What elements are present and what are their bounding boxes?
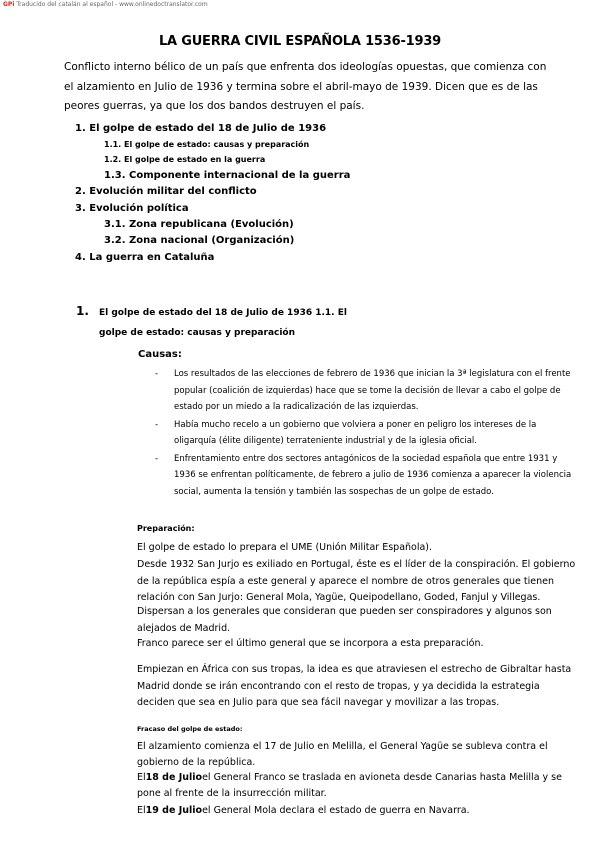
- preparacion-paragraph: Empiezan en África con sus tropas, la idea es que atraviesen el estrecho de Gibraltar hasta Madrid donde se irán encontrando con el resto de tropas, y ya decidida la estrategia deciden que sea en Julio para que sea fácil navegar y movilizar a las tropas.: [137, 664, 572, 708]
- list-item: - Enfrentamiento entre dos sectores antagónicos de la sociedad española que entre 1931 y 1936 se enfrentan políticamente, de febrero a julio de 1936 comienza a aparecer la violencia social, aumenta la tensión y también las sospechas de un golpe de estado.: [155, 453, 572, 497]
- fracaso-date: 19 de Julio: [145, 805, 203, 816]
- translator-banner[interactable]: [3, 1, 208, 8]
- fracaso-text: El: [137, 772, 146, 783]
- fracaso-text: El: [137, 805, 146, 816]
- fracaso-paragraph: [137, 803, 577, 819]
- toc-item-3-1: 3.1. Zona republicana (Evolución): [104, 219, 294, 230]
- list-item-text: Enfrentamiento entre dos sectores antagónicos de la sociedad española que entre 1931 y 1936 se enfrentan políticamente, de febrero a julio de 1936 comienza a aparecer la violencia social, aumenta la tensión y también las sospechas de un golpe de estado.: [174, 453, 572, 497]
- preparacion-paragraph: El golpe de estado lo prepara el UME (Unión Militar Española).: [137, 542, 433, 553]
- toc-item-3: 3. Evolución política: [75, 203, 189, 214]
- fracaso-paragraph: El alzamiento comienza el 17 de Julio en Melilla, el General Yagüe se subleva contra el gobierno de la república.: [137, 741, 548, 768]
- list-item-text: Había mucho recelo a un gobierno que volviera a poner en peligro los intereses de la oligarquía (élite diligente) terrateniente industrial y de la iglesia oficial.: [174, 419, 537, 446]
- fracaso-date: 18 de Julio: [145, 772, 203, 783]
- translator-logo: GPi: [3, 1, 15, 8]
- fracaso-paragraph: [137, 770, 577, 802]
- fracaso-heading: Fracaso del golpe de estado:: [137, 725, 243, 733]
- toc-item-4: 4. La guerra en Cataluña: [75, 252, 215, 263]
- list-item-text: Los resultados de las elecciones de febrero de 1936 que inician la 3ª legislatura con el frente popular (coalición de izquierdas) hace que se tome la decisión de llevar a cabo el golpe de estado por un miedo a la radicalización de las izquierdas.: [174, 369, 571, 412]
- fracaso-text: el General Mola declara el estado de guerra en Navarra.: [202, 805, 470, 816]
- toc-item-1-2: 1.2. El golpe de estado en la guerra: [104, 155, 266, 164]
- section-number: 1.: [76, 304, 89, 318]
- document-title: LA GUERRA CIVIL ESPAÑOLA 1536-1939: [158, 34, 442, 49]
- toc-item-1-3: 1.3. Componente internacional de la guerra: [104, 170, 351, 181]
- preparacion-paragraph: Dispersan a los generales que consideran que pueden ser conspiradores y algunos son alejados de Madrid.: [137, 606, 552, 634]
- fracaso-text: el General Franco se traslada en avioneta desde Canarias hasta Melilla y se pone al frente de la insurrección militar.: [137, 772, 562, 799]
- toc-item-1: 1. El golpe de estado del 18 de Julio de 1936: [75, 123, 327, 134]
- intro-paragraph: Conflicto interno bélico de un país que enfrenta dos ideologías opuestas, que comienza con el alzamiento en Julio de 1936 y termina sobre el abril-mayo de 1939. Dicen que es de las peores guerras, ya que los dos bandos destruyen el país.: [64, 61, 547, 112]
- list-item: - Los resultados de las elecciones de febrero de 1936 que inician la 3ª legislatura con el frente popular (coalición de izquierdas) hace que se tome la decisión de llevar a cabo el golpe de estado por un miedo a la radicalización de las izquierdas.: [155, 369, 571, 412]
- toc-item-3-2: 3.2. Zona nacional (Organización): [104, 235, 295, 246]
- toc-item-1-1: 1.1. El golpe de estado: causas y preparación: [104, 140, 310, 149]
- preparacion-paragraph: Franco parece ser el último general que se incorpora a esta preparación.: [137, 638, 484, 649]
- preparacion-paragraph: Desde 1932 San Jurjo es exiliado en Portugal, éste es el líder de la conspiración. El gobierno de la república espía a este general y aparece el nombre de otros generales que tienen relación con San Jurjo: General Mola, Yagüe, Queipodellano, Goded, Fanjul y Villegas.: [137, 559, 576, 603]
- toc-item-2: 2. Evolución militar del conflicto: [75, 186, 257, 197]
- causas-heading: Causas:: [138, 349, 182, 360]
- causas-list: [155, 366, 575, 501]
- list-item: - Había mucho recelo a un gobierno que volviera a poner en peligro los intereses de la oligarquía (élite diligente) terrateniente industrial y de la iglesia oficial.: [155, 419, 537, 446]
- preparacion-heading: Preparación:: [137, 524, 195, 533]
- section-heading: El golpe de estado del 18 de Julio de 1936 1.1. El golpe de estado: causas y preparación: [99, 308, 347, 338]
- translator-note: Traducido del catalán al español - www.onlinedoctranslator.com: [16, 1, 208, 8]
